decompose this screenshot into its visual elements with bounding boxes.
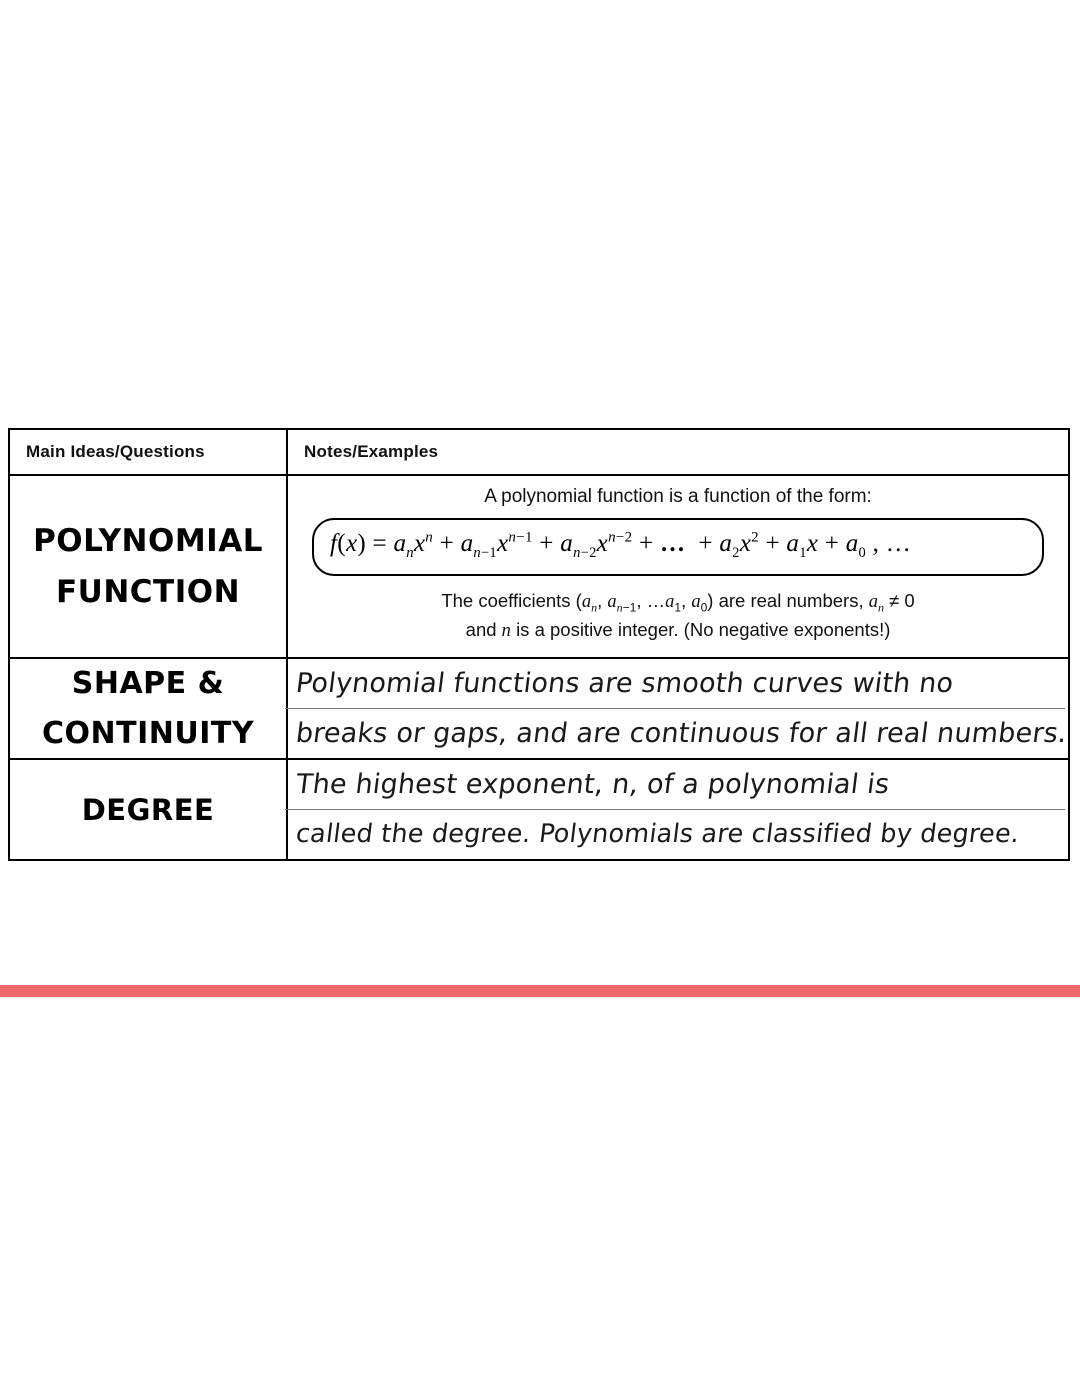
row-label-polynomial-function bbox=[9, 475, 287, 658]
polynomial-formula: $f(x) = a_nx^n + a_{n-1}x^{n-1} + a_{n-2}x^{n-2}$ + … + $a_2x^2 + a_1x + a_0$ , … bbox=[330, 530, 912, 562]
coefficients-note-line1: The coefficients ($a_n$, $a_{n-1}$, $\dots a_1$, $a_0$) are real numbers, $a_n \ne 0$ bbox=[441, 590, 915, 616]
row-label-line1: SHAPE & bbox=[71, 666, 225, 702]
row-label-line2: FUNCTION bbox=[56, 573, 241, 610]
coefficients-note-line2: and n is a positive integer. (No negative exponents!) bbox=[465, 619, 891, 642]
degree-note-prefix: and bbox=[465, 619, 497, 641]
row-label-line1: POLYNOMIAL bbox=[33, 522, 263, 559]
coefficients-note-middle: ) are real numbers, bbox=[707, 590, 864, 612]
polynomial-coefficients-note bbox=[306, 588, 1050, 645]
formula-box bbox=[312, 518, 1044, 576]
coefficients-note-suffix: ≠ 0 bbox=[889, 590, 915, 612]
handwritten-line: Polynomial functions are smooth curves with no bbox=[285, 659, 1071, 709]
polynomial-definition-block bbox=[288, 476, 1068, 657]
row-label-shape-continuity bbox=[9, 658, 287, 759]
header-label-main-ideas: Main Ideas/Questions bbox=[26, 442, 205, 461]
handwritten-line: breaks or gaps, and are continuous for all real numbers. bbox=[294, 718, 1069, 750]
table-header-row bbox=[9, 429, 1069, 475]
table-row bbox=[9, 658, 1069, 759]
row-content-shape-continuity bbox=[287, 658, 1069, 759]
handwritten-line: The highest exponent, n, of a polynomial is bbox=[285, 760, 1071, 810]
row-content-degree bbox=[287, 759, 1069, 860]
polynomial-intro-text: A polynomial function is a function of the form: bbox=[484, 486, 872, 507]
header-cell-main-ideas bbox=[9, 429, 287, 475]
row-content-polynomial-function bbox=[287, 475, 1069, 658]
row-label-line1: DEGREE bbox=[81, 792, 215, 827]
header-cell-notes bbox=[287, 429, 1069, 475]
table-row bbox=[9, 475, 1069, 658]
degree-note-suffix: is a positive integer. (No negative exponents!) bbox=[516, 619, 891, 641]
notes-table bbox=[8, 428, 1070, 861]
row-label-degree bbox=[9, 759, 287, 860]
row-label-line2: CONTINUITY bbox=[41, 715, 255, 751]
coefficients-note-prefix: The coefficients ( bbox=[441, 590, 582, 612]
table-row bbox=[9, 759, 1069, 860]
red-divider-bar bbox=[0, 985, 1080, 997]
header-label-notes: Notes/Examples bbox=[304, 442, 439, 461]
handwritten-line: called the degree. Polynomials are classified by degree. bbox=[294, 819, 1022, 850]
